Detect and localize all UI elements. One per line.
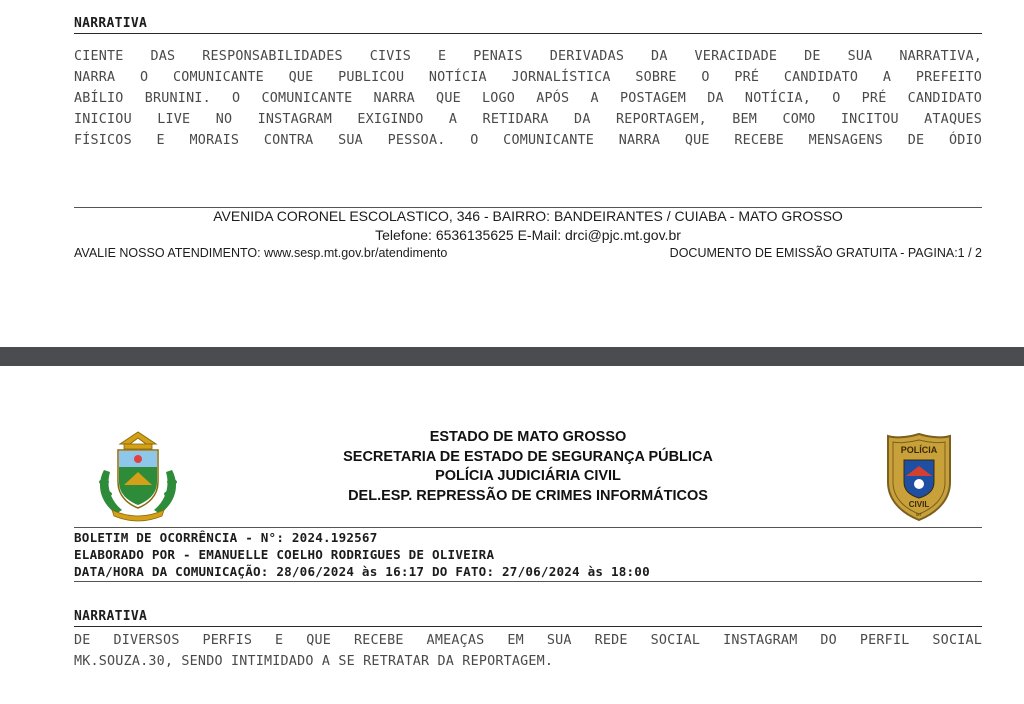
header-department: DEL.ESP. REPRESSÃO DE CRIMES INFORMÁTICOS	[348, 487, 708, 504]
document-header	[250, 428, 806, 506]
narrative-heading: NARRATIVA	[74, 16, 982, 34]
mato-grosso-crest-logo	[90, 430, 186, 522]
info-divider-bottom	[74, 581, 982, 582]
header-state: ESTADO DE MATO GROSSO	[429, 429, 627, 445]
narrative-line: NARRA O COMUNICANTE QUE PUBLICOU NOTÍCIA JORNALÍSTICA SOBRE O PRÉ CANDIDATO A PREFEITO	[74, 70, 982, 85]
communication-datetime: DATA/HORA DA COMUNICAÇÃO: 28/06/2024 às 16:17 DO FATO: 27/06/2024 às 18:00	[74, 564, 650, 579]
elaborado-por: ELABORADO POR - EMANUELLE COELHO RODRIGUES DE OLIVEIRA	[74, 547, 495, 562]
narrative-text	[74, 630, 982, 672]
badge-top-text: POLÍCIA	[900, 445, 938, 455]
info-divider-top	[74, 527, 982, 528]
narrative-line: MK.SOUZA.30, SENDO INTIMIDADO A SE RETRATAR DA REPORTAGEM.	[74, 654, 554, 669]
header-police: POLÍCIA JUDICIÁRIA CIVIL	[435, 468, 621, 484]
narrative-heading: NARRATIVA	[74, 609, 982, 627]
header-secretariat: SECRETARIA DE ESTADO DE SEGURANÇA PÚBLICA	[343, 448, 713, 465]
document-page-1	[0, 0, 1024, 347]
narrative-line: CIENTE DAS RESPONSABILIDADES CIVIS E PENAIS DERIVADAS DA VERACIDADE DE SUA NARRATIVA,	[74, 49, 982, 64]
footer-bottom-row	[74, 246, 982, 260]
footer-evaluate-link[interactable]: AVALIE NOSSO ATENDIMENTO: www.sesp.mt.gov.br/atendimento	[74, 246, 448, 260]
narrative-text	[74, 46, 982, 151]
page-separator	[0, 347, 1024, 366]
badge-bottom-text: CIVIL	[908, 500, 930, 509]
footer-page-info: DOCUMENTO DE EMISSÃO GRATUITA - PAGINA:1 / 2	[669, 246, 982, 260]
footer-address: AVENIDA CORONEL ESCOLASTICO, 346 - BAIRRO: BANDEIRANTES / CUIABA - MATO GROSSO	[213, 208, 843, 224]
occurrence-info	[74, 529, 650, 580]
narrative-line: DE DIVERSOS PERFIS E QUE RECEBE AMEAÇAS EM SUA REDE SOCIAL INSTAGRAM DO PERFIL SOCIAL	[74, 633, 982, 648]
footer-contact: Telefone: 6536135625 E-Mail: drci@pjc.mt.gov.br	[375, 227, 681, 243]
boletim-number: BOLETIM DE OCORRÊNCIA - N°: 2024.192567	[74, 530, 378, 545]
narrative-line: ABÍLIO BRUNINI. O COMUNICANTE NARRA QUE LOGO APÓS A POSTAGEM DA NOTÍCIA, O PRÉ CANDIDATO	[74, 91, 982, 106]
document-page-2	[0, 366, 1024, 704]
narrative-line: FÍSICOS E MORAIS CONTRA SUA PESSOA. O COMUNICANTE NARRA QUE RECEBE MENSAGENS DE ÓDIO	[74, 133, 982, 148]
narrative-line: INICIOU LIVE NO INSTAGRAM EXIGINDO A RETIDARA DA REPORTAGEM, BEM COMO INCITOU ATAQUES	[74, 112, 982, 127]
policia-civil-badge-logo	[884, 432, 954, 522]
badge-small-text: MT	[916, 512, 922, 517]
